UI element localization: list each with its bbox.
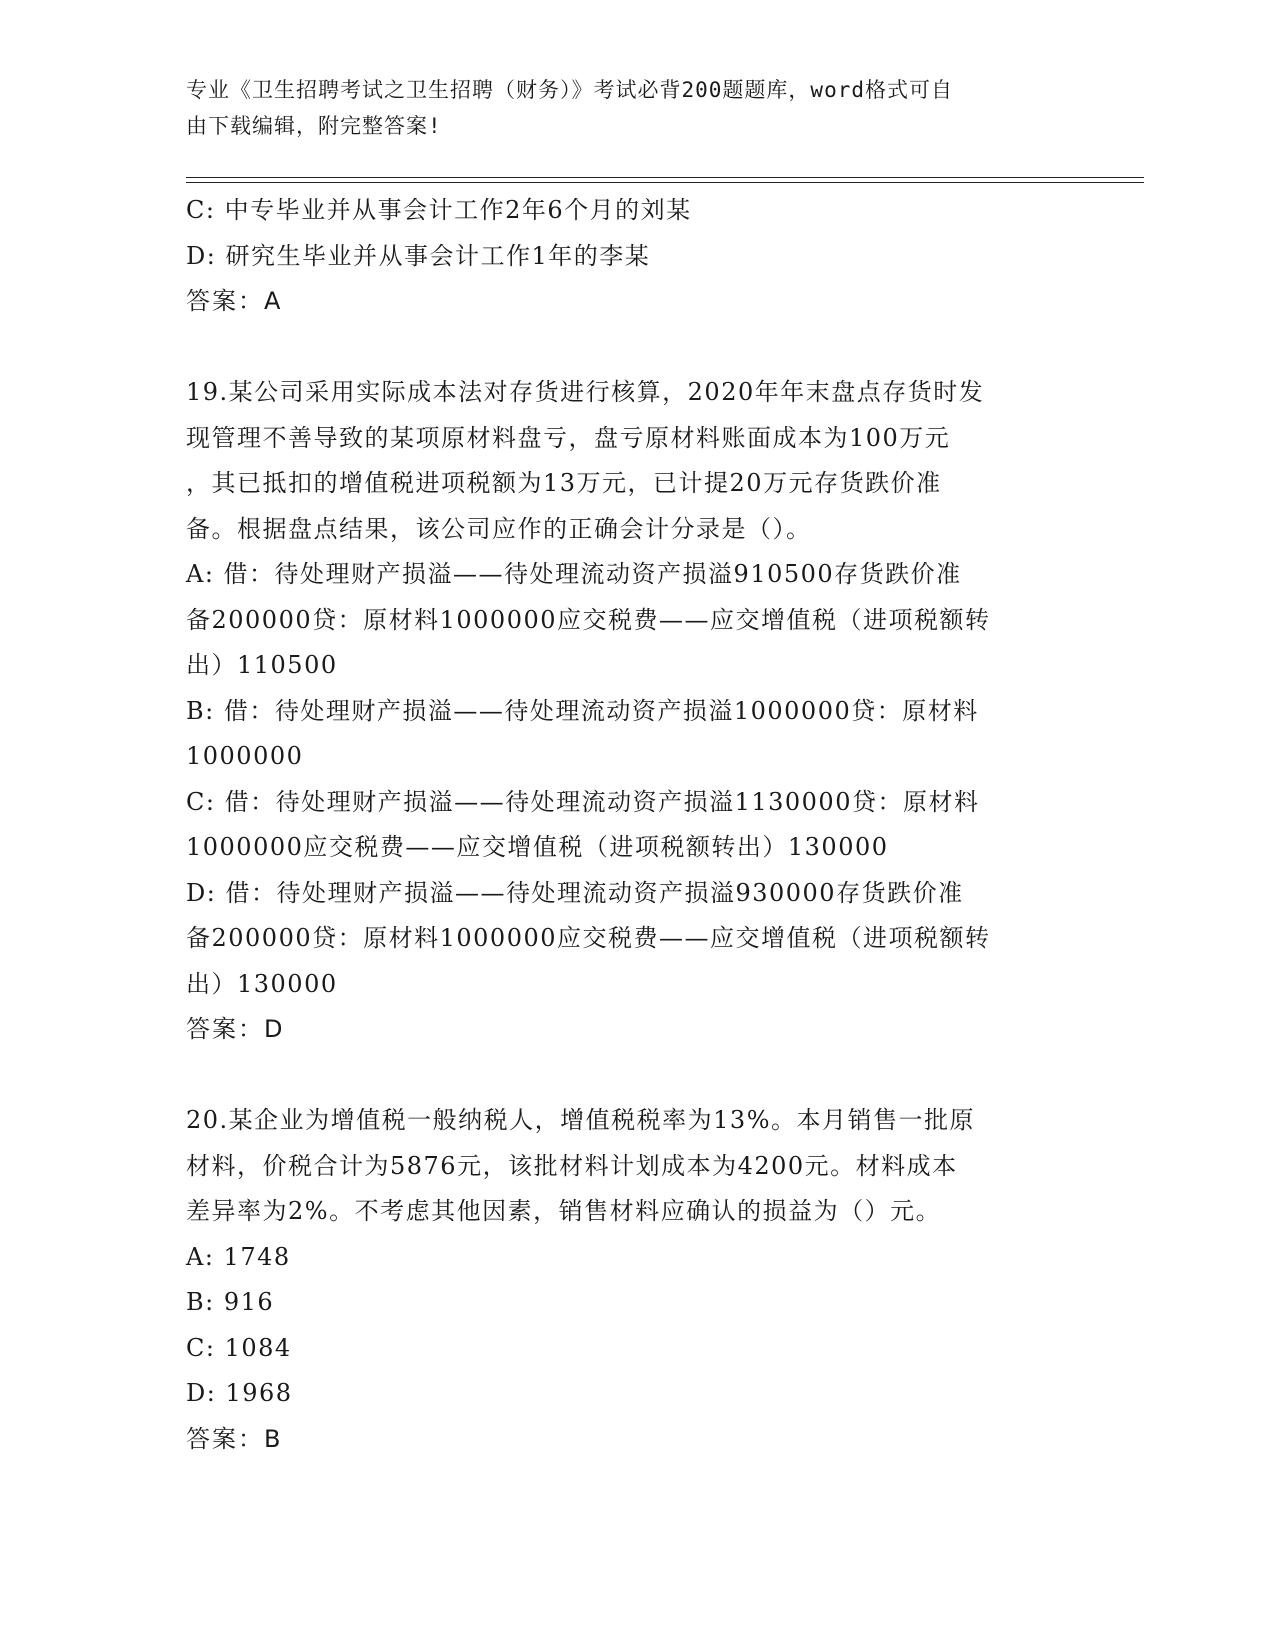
prev-option-d: D: 研究生毕业并从事会计工作1年的李某: [186, 241, 651, 270]
q19-stem-line: 备。根据盘点结果，该公司应作的正确会计分录是（）。: [186, 514, 812, 543]
q19-option-d: D: 借：待处理财产损溢——待处理流动资产损溢930000存货跌价准: [186, 878, 964, 907]
q20-option-b: B: 916: [186, 1288, 275, 1316]
question-19: [186, 370, 1086, 1053]
header-rule-bottom: [186, 182, 1144, 183]
document-header: [186, 72, 1066, 144]
header-line-1: 专业《卫生招聘考试之卫生招聘（财务）》考试必背200题题库，word格式可自: [186, 78, 953, 102]
q20-option-d: D: 1968: [186, 1379, 293, 1407]
q19-option-c: 1000000应交税费——应交增值税（进项税额转出）130000: [186, 833, 889, 861]
q20-option-a: A: 1748: [186, 1242, 291, 1271]
header-line-2: 由下载编辑，附完整答案!: [186, 114, 442, 138]
q19-stem-line: 19.某公司采用实际成本法对存货进行核算，2020年年末盘点存货时发: [186, 378, 985, 406]
document-body: [186, 188, 1086, 1462]
q19-option-a: 备200000贷：原材料1000000应交税费——应交增值税（进项税额转: [186, 605, 991, 634]
prev-option-c: C: 中专毕业并从事会计工作2年6个月的刘某: [186, 196, 692, 224]
q19-option-a: 出）110500: [186, 651, 338, 679]
q19-option-d: 备200000贷：原材料1000000应交税费——应交增值税（进项税额转: [186, 924, 991, 952]
header-rule-top: [186, 177, 1144, 178]
q20-stem-line: 差异率为2%。不考虑其他因素，销售材料应确认的损益为（）元。: [186, 1197, 942, 1225]
q19-option-d: 出）130000: [186, 969, 338, 998]
q20-stem-line: 20.某企业为增值税一般纳税人，增值税税率为13%。本月销售一批原: [186, 1106, 976, 1134]
q19-option-b: B: 借：待处理财产损溢——待处理流动资产损溢1000000贷：原材料: [186, 696, 979, 725]
prev-question: [186, 188, 1086, 325]
q20-answer: 答案：B: [186, 1424, 283, 1453]
spacer: [186, 325, 1086, 371]
q19-option-a: A: 借：待处理财产损溢——待处理流动资产损溢910500存货跌价准: [186, 560, 962, 588]
q19-option-c: C: 借：待处理财产损溢——待处理流动资产损溢1130000贷：原材料: [186, 787, 980, 816]
prev-answer: 答案：A: [186, 287, 283, 315]
q19-stem-line: ，其已抵扣的增值税进项税额为13万元，已计提20万元存货跌价准: [186, 469, 942, 497]
q19-stem-line: 现管理不善导致的某项原材料盘亏，盘亏原材料账面成本为100万元: [186, 423, 951, 452]
question-20: [186, 1098, 1086, 1462]
q19-answer: 答案：D: [186, 1015, 285, 1043]
spacer: [186, 1053, 1086, 1099]
q20-stem-line: 材料，价税合计为5876元，该批材料计划成本为4200元。材料成本: [186, 1151, 958, 1180]
q20-option-c: C: 1084: [186, 1333, 292, 1362]
q19-option-b: 1000000: [186, 742, 304, 770]
